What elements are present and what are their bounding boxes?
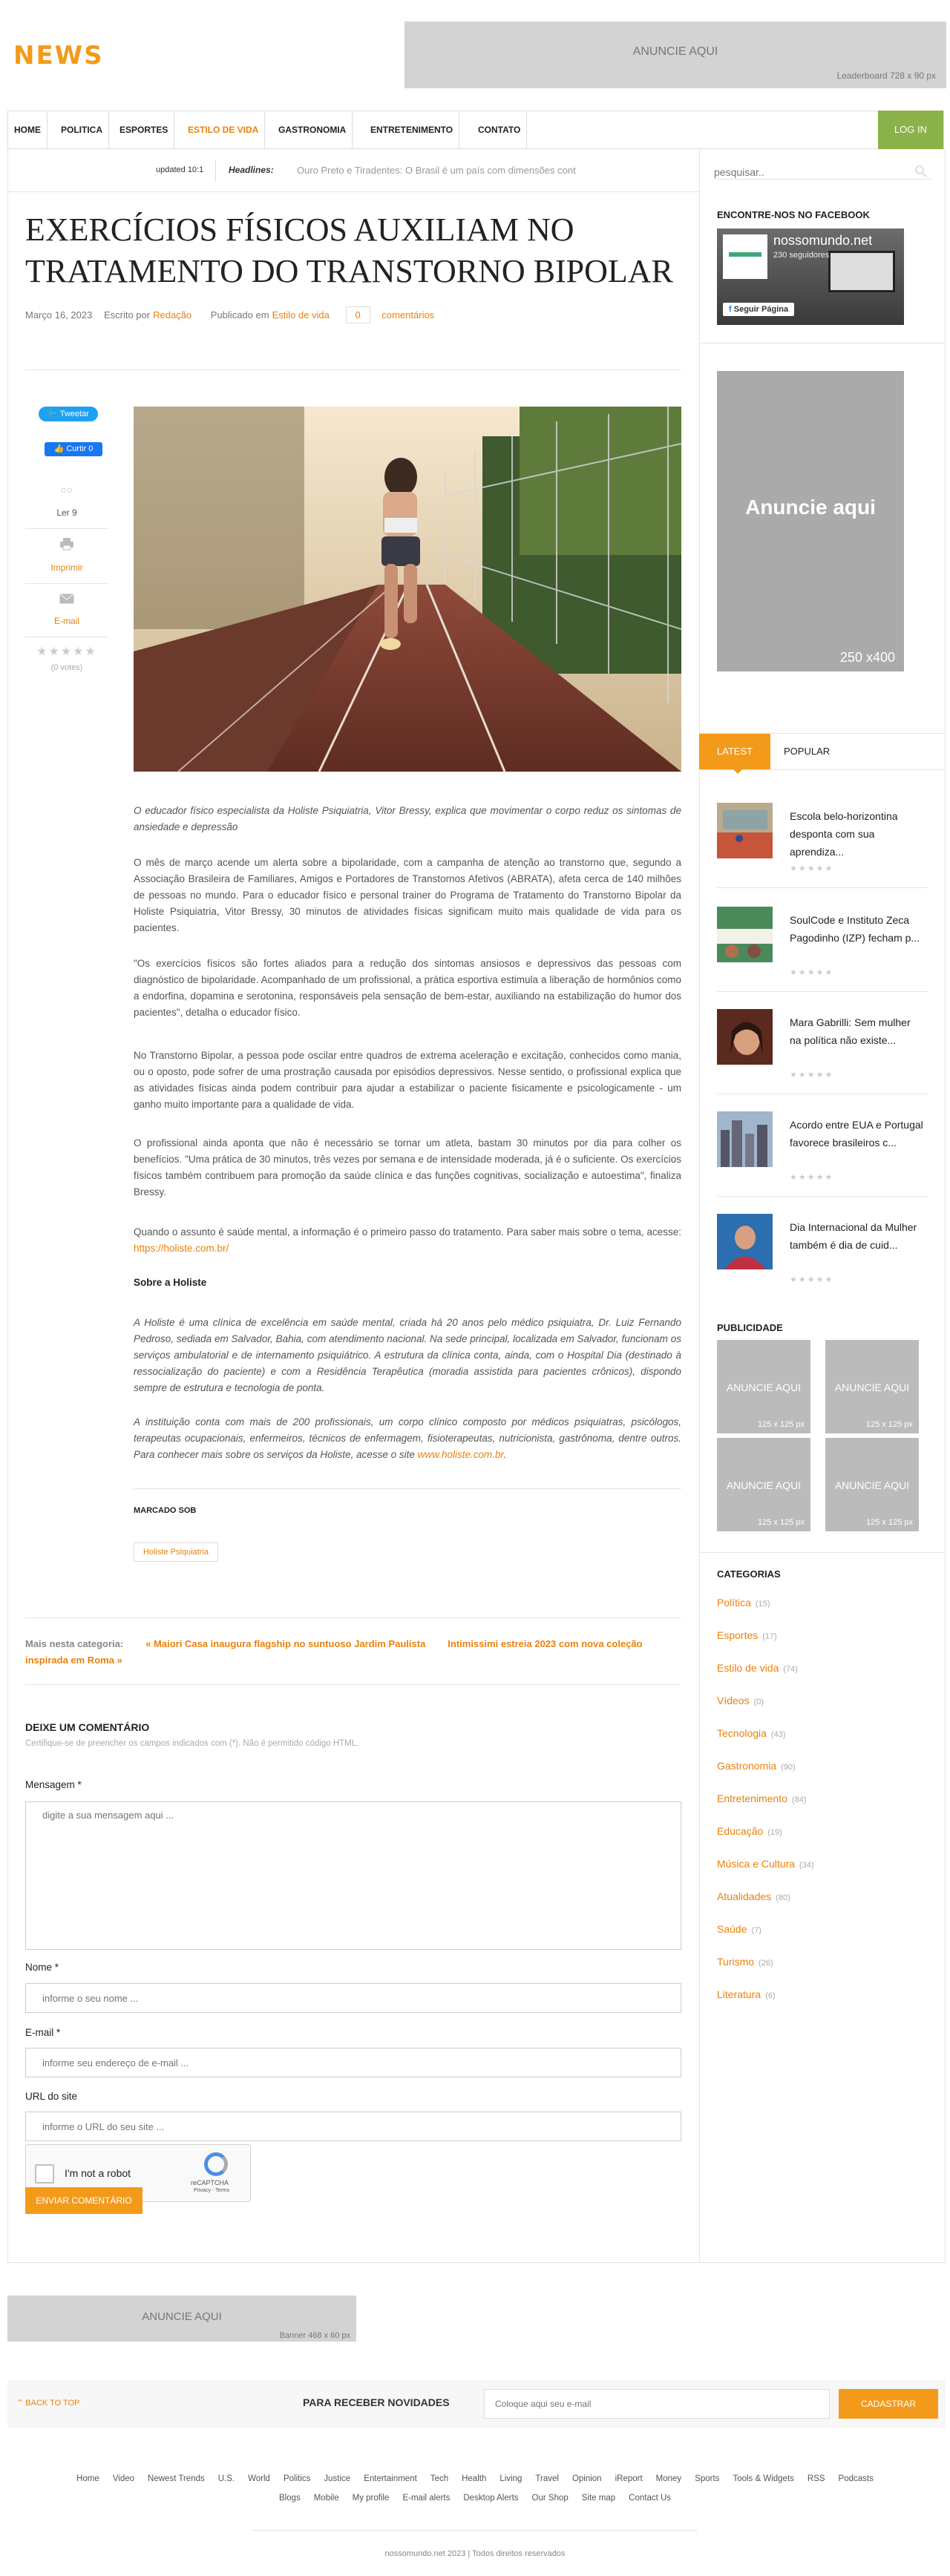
tweet-label: Tweetar xyxy=(59,410,89,418)
footer-link[interactable]: Mobile xyxy=(313,2494,339,2503)
thumb-up-icon: 👍 xyxy=(53,444,67,453)
post-title[interactable]: Acordo entre EUA e Portugal favorece brasileiros c... xyxy=(790,1119,923,1149)
footer-links-row-1 xyxy=(0,2469,950,2488)
category-tecnologia[interactable]: Tecnologia (43) xyxy=(717,1727,786,1739)
leaderboard-ad-size: Leaderboard 728 x 90 px xyxy=(836,70,936,81)
category-videos[interactable]: Vídeos (0) xyxy=(717,1695,764,1706)
post-title[interactable]: Dia Internacional da Mulher também é dia de cuid... xyxy=(790,1221,917,1251)
sidebar-post[interactable] xyxy=(717,907,928,1002)
holiste-site-link[interactable]: www.holiste.com.br xyxy=(417,1449,504,1460)
ticker-text[interactable]: Ouro Preto e Tiradentes: O Brasil é um país com dimensões cont xyxy=(297,165,576,176)
email-field[interactable] xyxy=(25,2048,681,2077)
sidebar-tabs xyxy=(699,733,946,770)
footer-link[interactable]: Blogs xyxy=(278,2494,301,2503)
recaptcha-brand: reCAPTCHA xyxy=(191,2179,229,2186)
divider xyxy=(25,369,681,370)
category-gastronomia[interactable]: Gastronomia (90) xyxy=(717,1760,796,1772)
small-ad-size: 125 x 125 px xyxy=(758,1420,805,1429)
footer-link[interactable]: Sports xyxy=(695,2474,720,2483)
post-title[interactable]: SoulCode e Instituto Zeca Pagodinho (IZP) fecham p... xyxy=(790,914,920,944)
footer-link[interactable]: RSS xyxy=(807,2474,825,2483)
facebook-page-avatar xyxy=(723,234,767,279)
url-field[interactable] xyxy=(25,2112,681,2141)
footer-link[interactable]: U.S. xyxy=(217,2474,235,2483)
article-paragraph-2: "Os exercícios físicos são fortes aliados para a redução dos sintomas ansiosos e depressivos das pessoas com diagnóstico de bipolaridade. Acompanhado de um profissional, a prática esportiva estimula a liberação de hormônios como a endorfina, dopamina e serotonina, responsáveis pela sensação de bem-estar, auxiliando na estabilização do humor dos pacientes", detalha o educador físico. xyxy=(134,958,681,1018)
small-ad-size: 125 x 125 px xyxy=(866,1420,913,1429)
tag-holiste[interactable]: Holiste Psiquiatria xyxy=(134,1542,218,1562)
footer-link[interactable]: Desktop Alerts xyxy=(463,2494,519,2503)
ticker-updated: updated 10:1 xyxy=(156,165,204,174)
post-thumbnail xyxy=(717,1009,773,1065)
footer-link[interactable]: Travel xyxy=(535,2474,559,2483)
comments-heading: DEIXE UM COMENTÁRIO xyxy=(25,1721,150,1733)
next-article-link[interactable]: Intimissimi estreia 2023 com nova coleção inspirada em Roma » xyxy=(25,1638,643,1666)
category-esportes[interactable]: Esportes (17) xyxy=(717,1629,777,1641)
footer-link[interactable]: Justice xyxy=(324,2474,351,2483)
like-label: Curtir 0 xyxy=(66,444,94,453)
footer-links-row-2 xyxy=(0,2488,950,2508)
tweet-button[interactable] xyxy=(39,407,98,421)
author-link[interactable]: Redação xyxy=(153,309,192,321)
post-thumbnail xyxy=(717,907,773,962)
footer-link[interactable]: Opinion xyxy=(571,2474,602,2483)
email-icon[interactable] xyxy=(59,594,74,604)
back-to-top-label: BACK TO TOP xyxy=(25,2399,80,2408)
facebook-cover-image xyxy=(828,251,895,292)
url-label: URL do site xyxy=(25,2091,78,2102)
search-icon[interactable] xyxy=(914,165,928,178)
recaptcha-links[interactable]: Privacy - Terms xyxy=(194,2188,230,2193)
footer-links xyxy=(0,2469,950,2508)
email-field-label: E-mail * xyxy=(25,2027,61,2038)
sidebar-divider xyxy=(699,148,700,2263)
small-ad[interactable] xyxy=(825,1340,919,1433)
nav-gastronomia[interactable]: GASTRONOMIA xyxy=(272,111,353,148)
tab-latest[interactable]: LATEST xyxy=(699,734,770,769)
leaderboard-ad-label: ANUNCIE AQUI xyxy=(632,45,718,58)
article-paragraph-4: O profissional ainda aponta que não é necessário se tornar um atleta, bastam 30 minutos por dia para colher os benefícios. "Uma prática de 30 minutos, três vezes por semana e de intensidade moderada, já é o suficiente. Os exercícios físicos também contribuem para promoção da saúde clínica e das funções cognitivas, socialização e autoestima", finaliza Bressy. xyxy=(134,1137,681,1197)
sidebar-post[interactable] xyxy=(717,1009,928,1104)
recaptcha-logo-icon xyxy=(204,2152,228,2176)
small-ad-label: ANUNCIE AQUI xyxy=(834,1381,910,1393)
footer-link[interactable]: Tech xyxy=(430,2474,449,2483)
paragraph-5-text: Quando o assunto é saúde mental, a informação é o primeiro passo do tratamento. Para saber mais sobre o tema, acesse: xyxy=(134,1226,681,1238)
message-label: Mensagem * xyxy=(25,1779,82,1790)
facebook-follow-label: Seguir Página xyxy=(733,305,789,314)
newsletter-bar xyxy=(7,2380,946,2428)
small-ad[interactable] xyxy=(717,1438,810,1531)
message-textarea[interactable] xyxy=(25,1801,681,1950)
read-icon: ○○ xyxy=(60,484,73,496)
newsletter-submit-button[interactable]: CADASTRAR xyxy=(839,2389,938,2419)
post-rating: ★★★★★ xyxy=(790,1173,834,1182)
facebook-page-name[interactable]: nossomundo.net xyxy=(773,233,873,248)
nav-entretenimento[interactable]: ENTRETENIMENTO xyxy=(364,111,459,148)
headline-ticker xyxy=(7,149,699,192)
footer-link[interactable]: Site map xyxy=(581,2494,616,2503)
name-label: Nome * xyxy=(25,1962,59,1973)
category-turismo[interactable]: Turismo (26) xyxy=(717,1956,773,1968)
footer-banner-ad[interactable] xyxy=(7,2296,356,2342)
small-ad[interactable] xyxy=(717,1340,810,1433)
footer-link[interactable]: My profile xyxy=(352,2494,390,2503)
about-paragraph-1: A Holiste é uma clínica de excelência em saúde mental, criada há 20 anos pelo médico psiquiatra, Dr. Luiz Fernando Pedroso, sediada em Salvador, Bahia, com atendimento nacional. Na sede principal, localizada em Salvador, funcionam os serviços ambulatorial e de internamento psiquiátrico. A estrutura da clínica conta, ainda, com o Hospital Dia (destinado à ressocialização do paciente) e com a Residência Terapêutica (moradia assistida para pacientes crônicos), dispondo sempre de estrutura e tecnologia de ponta. xyxy=(134,1317,681,1393)
back-to-top-link[interactable] xyxy=(16,2398,79,2408)
footer-link[interactable]: E-mail alerts xyxy=(402,2494,451,2503)
nav-esportes[interactable]: ESPORTES xyxy=(114,111,174,148)
post-thumbnail xyxy=(717,803,773,858)
footer-link[interactable]: Podcasts xyxy=(838,2474,874,2483)
facebook-heading: ENCONTRE-NOS NO FACEBOOK xyxy=(717,209,870,220)
category-musica-e-cultura[interactable]: Música e Cultura (34) xyxy=(717,1858,814,1870)
category-saude[interactable]: Saúde (7) xyxy=(717,1923,761,1935)
post-rating: ★★★★★ xyxy=(790,1071,834,1080)
sidebar-ad-size: 250 x400 xyxy=(839,650,895,665)
holiste-link[interactable]: https://holiste.com.br/ xyxy=(134,1243,229,1254)
footer-link[interactable]: Money xyxy=(655,2474,682,2483)
small-ad-size: 125 x 125 px xyxy=(758,1518,805,1527)
login-button[interactable]: LOG IN xyxy=(878,111,943,149)
print-link[interactable]: Imprimir xyxy=(50,562,83,573)
post-title[interactable]: Mara Gabrilli: Sem mulher na política não existe... xyxy=(790,1016,911,1046)
category-politica[interactable]: Política (15) xyxy=(717,1597,770,1609)
footer-link[interactable]: Video xyxy=(112,2474,135,2483)
about-paragraph-2-text: A instituição conta com mais de 200 profissionais, um corpo clínico composto por médicos psiquiatras, psicólogos, terapeutas ocupacionais, enfermeiros, técnicos de enfermagem, fisioterapeutas, nutricionista, gastrônoma, dentre outros. Para conhecer mais sobre os serviços da Holiste, acesse o site xyxy=(134,1416,681,1460)
small-ad-label: ANUNCIE AQUI xyxy=(726,1381,802,1393)
read-count: Ler 9 xyxy=(56,507,77,518)
category-literatura[interactable]: Literatura (6) xyxy=(717,1988,776,2000)
article-title: EXERCÍCIOS FÍSICOS AUXILIAM NO TRATAMENTO DO TRANSTORNO BIPOLAR xyxy=(25,211,673,289)
email-link[interactable]: E-mail xyxy=(53,616,79,626)
search-input[interactable] xyxy=(714,165,931,180)
category-atualidades[interactable]: Atualidades (80) xyxy=(717,1890,790,1902)
sidebar-post[interactable] xyxy=(717,1214,928,1309)
article-paragraph-3: No Transtorno Bipolar, a pessoa pode oscilar entre quadros de extrema aceleração e excitação, conhecidos como mania, ou o oposto, pode sofrer de uma prostração causada por episódios depressivos. Nesse sentido, o profissional explica que as atividades físicas ainda podem contribuir para ajudar a estabilizar o paciente fisicamente e psicologicamente - um ganho muito importante para a qualidade de vida. xyxy=(134,1050,681,1110)
comment-count[interactable]: 0 xyxy=(346,306,370,323)
post-title[interactable]: Escola belo-horizontina desponta com sua aprendiza... xyxy=(790,810,898,858)
twitter-icon: 🐦 xyxy=(48,410,60,418)
category-entretenimento[interactable]: Entretenimento (84) xyxy=(717,1793,807,1804)
category-estilo-de-vida[interactable]: Estilo de vida (74) xyxy=(717,1662,798,1674)
printer-icon[interactable] xyxy=(59,537,74,551)
copyright: nossomundo.net 2023 | Todos direitos reservados xyxy=(384,2549,566,2558)
more-in-category xyxy=(25,1636,681,1669)
article-paragraph-1: O mês de março acende um alerta sobre a bipolaridade, com a campanha de atenção ao transtorno que, segundo a Associação Brasileira de Familiares, Amigos e Portadores de Transtornos Afetivos (ABRATA), afeta cerca de 140 milhões de pessoas no mundo. Para o educador físico e personal trainer do Programa de Tratamento do Transtorno Bipolar da Holiste Psiquiatria, Vitor Bressy, 30 minutos de atividades físicas significam muito mais qualidade de vida para os pacientes. xyxy=(134,857,681,933)
article-lead: O educador físico especialista da Holiste Psiquiatria, Vitor Bressy, explica que movimentar o corpo reduz os sintomas de ansiedade e depressão xyxy=(134,805,681,832)
newsletter-email-input[interactable] xyxy=(484,2389,830,2419)
about-heading: Sobre a Holiste xyxy=(134,1277,207,1288)
comments-link[interactable]: comentários xyxy=(381,309,435,321)
categories-heading: CATEGORIAS xyxy=(717,1568,781,1580)
leaderboard-ad[interactable] xyxy=(404,22,946,88)
footer-link[interactable]: Our Shop xyxy=(531,2494,569,2503)
prev-article-link[interactable]: « Maiori Casa inaugura flagship no suntuoso Jardim Paulista xyxy=(145,1638,426,1649)
nav-contato[interactable]: CONTATO xyxy=(472,111,527,148)
about-paragraph-2: A instituição conta com mais de 200 profissionais, um corpo clínico composto por médicos psiquiatras, psicólogos, terapeutas ocupacionais, enfermeiros, técnicos de enfermagem, fisioterapeutas, nutricionista, gastrônoma, dentre outros. Para conhecer mais sobre os serviços da Holiste, acesse o site www.holiste.com.br. xyxy=(134,1416,681,1460)
tab-popular[interactable]: POPULAR xyxy=(784,746,831,757)
facebook-page-widget[interactable] xyxy=(717,229,904,325)
facebook-icon: f xyxy=(729,305,734,314)
article-hero-image xyxy=(134,407,681,772)
small-ad-label: ANUNCIE AQUI xyxy=(834,1479,910,1491)
footer-link[interactable]: Entertainment xyxy=(364,2474,417,2483)
post-thumbnail xyxy=(717,1111,773,1167)
more-label: Mais nesta categoria: xyxy=(25,1638,124,1649)
facebook-like-button[interactable] xyxy=(45,442,102,456)
post-rating: ★★★★★ xyxy=(790,1275,834,1284)
footer-link[interactable]: Tools & Widgets xyxy=(733,2474,794,2483)
banner-size: Banner 468 x 60 px xyxy=(279,2331,350,2340)
category-educacao[interactable]: Educação (19) xyxy=(717,1825,782,1837)
footer-link[interactable]: Contact Us xyxy=(629,2494,672,2503)
facebook-followers: 230 seguidores xyxy=(773,251,830,260)
footer-link[interactable]: Politics xyxy=(283,2474,311,2483)
footer-link[interactable]: Health xyxy=(462,2474,487,2483)
tab-pointer xyxy=(733,769,742,778)
written-by-label: Escrito por xyxy=(103,309,151,321)
main-nav xyxy=(7,111,944,149)
article-meta xyxy=(25,306,434,323)
sidebar-post[interactable] xyxy=(717,803,928,898)
nav-estilo-de-vida[interactable]: ESTILO DE VIDA xyxy=(182,111,265,148)
footer-link[interactable]: Home xyxy=(76,2474,99,2483)
nav-home[interactable]: HOME xyxy=(8,111,48,148)
sidebar-ad-label: Anuncie aqui xyxy=(745,496,876,519)
small-ad[interactable] xyxy=(825,1438,919,1531)
article-paragraph-5 xyxy=(134,1224,681,1257)
footer-link[interactable]: iReport xyxy=(615,2474,643,2483)
chevron-up-icon: ⌃ xyxy=(16,2399,26,2408)
recaptcha-label: I'm not a robot xyxy=(65,2167,131,2179)
post-rating: ★★★★★ xyxy=(790,864,834,873)
footer-link[interactable]: World xyxy=(248,2474,270,2483)
small-ad-size: 125 x 125 px xyxy=(866,1518,913,1527)
small-ad-label: ANUNCIE AQUI xyxy=(726,1479,802,1491)
newsletter-label: PARA RECEBER NOVIDADES xyxy=(303,2396,450,2408)
publicity-heading: PUBLICIDADE xyxy=(717,1322,783,1333)
name-field[interactable] xyxy=(25,1983,681,2013)
facebook-follow-button[interactable] xyxy=(723,303,794,316)
site-logo[interactable]: NEWS xyxy=(13,41,104,70)
footer-link[interactable]: Newest Trends xyxy=(148,2474,205,2483)
rating-stars[interactable]: ★★★★★ xyxy=(36,645,97,658)
banner-label: ANUNCIE AQUI xyxy=(142,2310,222,2323)
tagged-label: MARCADO SOB xyxy=(134,1506,197,1515)
recaptcha-checkbox[interactable] xyxy=(35,2164,54,2184)
vote-count: (0 votes) xyxy=(50,663,83,672)
published-in-label: Publicado em xyxy=(210,309,269,321)
nav-politica[interactable]: POLITICA xyxy=(55,111,109,148)
submit-comment-button[interactable]: ENVIAR COMENTÁRIO xyxy=(25,2187,142,2214)
post-rating: ★★★★★ xyxy=(790,968,834,977)
footer-link[interactable]: Living xyxy=(499,2474,522,2483)
ticker-label: Headlines: xyxy=(229,165,274,175)
comments-note: Certifique-se de preencher os campos indicados com (*). Não é permitido código HTML. xyxy=(25,1739,359,1748)
sidebar-ad[interactable] xyxy=(717,371,904,671)
sidebar-post[interactable] xyxy=(717,1111,928,1206)
category-link[interactable]: Estilo de vida xyxy=(272,309,330,321)
article-date: Março 16, 2023 xyxy=(25,309,93,321)
post-thumbnail xyxy=(717,1214,773,1269)
